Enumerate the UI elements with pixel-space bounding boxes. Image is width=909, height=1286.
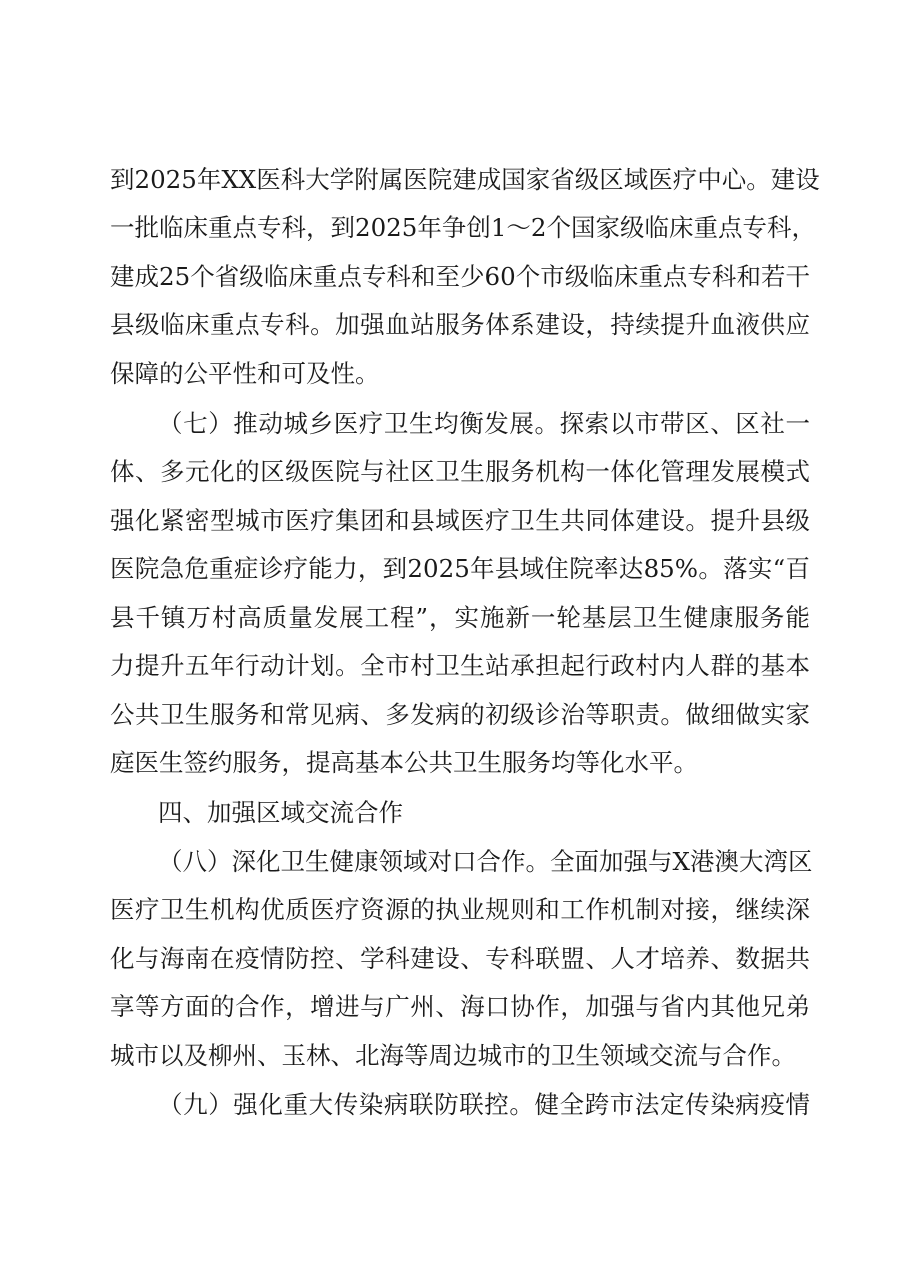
section-paragraph-start: （七）推动城乡医疗卫生均衡发展。探索以市带区、区社一 <box>158 409 810 438</box>
text-line: 享等方面的合作，增进与广州、海口协作，加强与省内其他兄弟 <box>110 992 810 1021</box>
section-heading: 四、加强区域交流合作 <box>158 798 403 827</box>
text-line: 县级临床重点专科。加强血站服务体系建设，持续提升血液供应 <box>110 310 810 339</box>
text-line: 县千镇万村高质量发展工程”，实施新一轮基层卫生健康服务能 <box>110 603 810 632</box>
text-line: 体、多元化的区级医院与社区卫生服务机构一体化管理发展模式 <box>110 457 810 486</box>
text-line: 一批临床重点专科，到2025年争创1～2个国家级临床重点专科， <box>110 213 817 242</box>
text-line: 公共卫生服务和常见病、多发病的初级诊治等职责。做细做实家 <box>110 700 810 729</box>
text-line: 保障的公平性和可及性。 <box>110 359 380 388</box>
text-line: 庭医生签约服务，提高基本公共卫生服务均等化水平。 <box>110 748 698 777</box>
section-paragraph-start: （八）深化卫生健康领域对口合作。全面加强与X港澳大湾区 <box>158 847 813 876</box>
text-line: 城市以及柳州、玉林、北海等周边城市的卫生领域交流与合作。 <box>110 1041 796 1070</box>
text-line: 化与海南在疫情防控、学科建设、专科联盟、人才培养、数据共 <box>110 944 810 973</box>
text-line: 力提升五年行动计划。全市村卫生站承担起行政村内人群的基本 <box>110 651 810 680</box>
text-line: 建成25个省级临床重点专科和至少60个市级临床重点专科和若干 <box>110 262 810 291</box>
text-line: 强化紧密型城市医疗集团和县域医疗卫生共同体建设。提升县级 <box>110 506 810 535</box>
text-line: 到2025年XX医科大学附属医院建成国家省级区域医疗中心。建设 <box>110 165 820 194</box>
text-line: 医疗卫生机构优质医疗资源的执业规则和工作机制对接，继续深 <box>110 895 810 924</box>
section-paragraph-start: （九）强化重大传染病联防联控。健全跨市法定传染病疫情 <box>158 1090 810 1119</box>
text-line: 医院急危重症诊疗能力，到2025年县域住院率达85%。落实“百 <box>110 554 810 583</box>
